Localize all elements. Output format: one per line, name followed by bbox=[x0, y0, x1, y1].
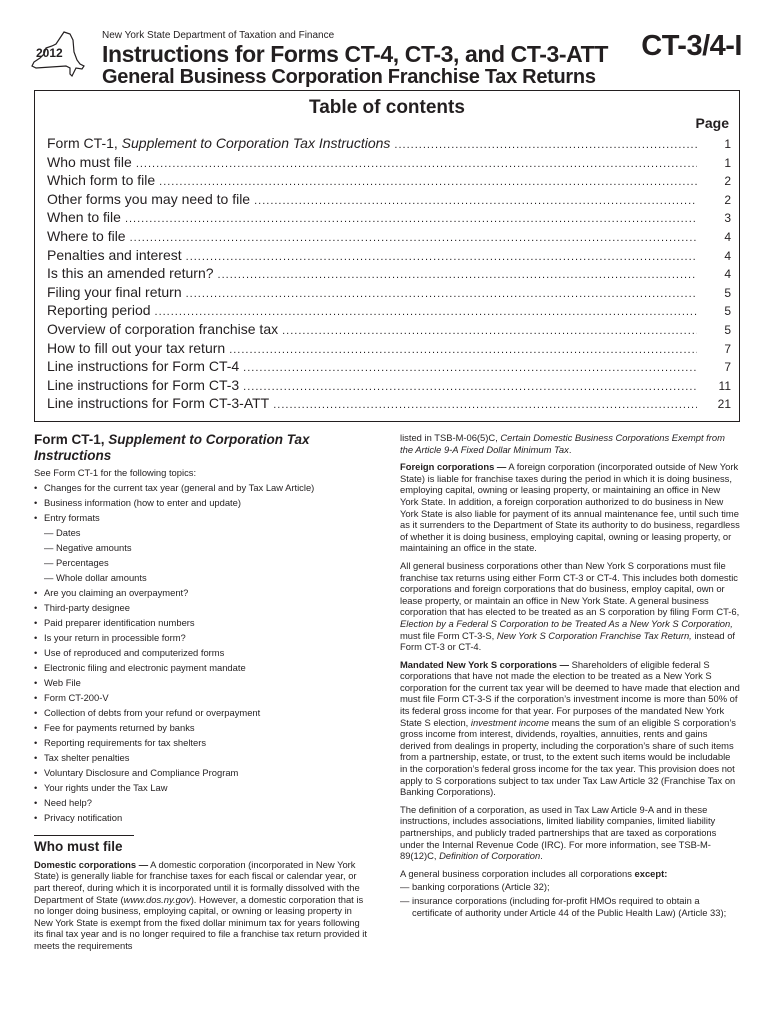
ct1-title-form: Form CT-1, bbox=[34, 432, 109, 447]
topic-item: • Fee for payments returned by banks bbox=[34, 722, 368, 734]
toc-leader-dots bbox=[273, 399, 697, 411]
toc-entry-label: Form CT-1, Supplement to Corporation Tax Instructions bbox=[47, 135, 391, 151]
domestic-corporations-paragraph: Domestic corporations — A domestic corporation (incorporated in New York State) is generally liable for franchise taxes for each fiscal or calendar year, or part thereof, during which it is incorporated until it is formally dissolved with the Department of State (www.dos.ny.gov). However, a domestic corporation that is no longer doing business, employing capital, or owning or leasing property in New York State is exempt from the fixed dollar minimum tax for years following its final tax year and is no longer required to file a franchise tax return provided it meets the requirements bbox=[34, 858, 367, 951]
toc-entry bbox=[47, 154, 731, 173]
toc-entry-label: Other forms you may need to file bbox=[47, 190, 251, 207]
toc-entry-page: 5 bbox=[724, 322, 731, 337]
exceptions-intro: A general business corporation includes all corporations except: bbox=[400, 867, 668, 879]
toc-entry bbox=[47, 247, 731, 266]
toc-entry bbox=[47, 172, 731, 191]
toc-entry bbox=[47, 358, 731, 377]
exception-item: — banking corporations (Article 32); bbox=[400, 881, 740, 893]
who-must-file-heading: Who must file bbox=[34, 835, 134, 853]
toc-entry-page: 4 bbox=[724, 248, 731, 263]
left-column bbox=[34, 432, 368, 952]
ct1-topic-list bbox=[34, 482, 368, 823]
toc-entry-page: 7 bbox=[724, 341, 731, 356]
topic-item: • Form CT-200-V bbox=[34, 692, 368, 704]
toc-entry-page: 11 bbox=[718, 378, 731, 393]
toc-leader-dots bbox=[254, 195, 697, 207]
toc-leader-dots bbox=[229, 344, 697, 356]
toc-entry-label: When to file bbox=[47, 209, 121, 226]
toc-entry-page: 2 bbox=[724, 174, 731, 189]
toc-entry bbox=[47, 135, 731, 154]
toc-entry bbox=[47, 228, 731, 247]
toc-entry-label: Line instructions for Form CT-3 bbox=[47, 376, 240, 393]
toc-leader-dots bbox=[125, 213, 697, 225]
document-title: Instructions for Forms CT-4, CT-3, and CT-3-ATT bbox=[102, 41, 608, 67]
general-business-paragraph: All general business corporations other than New York S corporations must file franchise tax returns using either Form CT-3 or CT-4. This includes both domestic corporations and foreign corporations that do business, employ capital, own or lease property, or maintain an office in New York State. A general business corporation that has elected to be treated as an S corporation by filing Form CT-6, Election by a Federal S Corporation to be Treated As a New York S Corporation, must file Form CT-3-S, New York S Corporation Franchise Tax Return, instead of Form CT-3 or CT-4. bbox=[400, 559, 740, 653]
domestic-lead: Domestic corporations — bbox=[34, 858, 149, 870]
toc-entry-page: 5 bbox=[724, 285, 731, 300]
toc-entry-page: 5 bbox=[724, 304, 731, 319]
agency-name: New York State Department of Taxation and Finance bbox=[102, 30, 335, 41]
topic-item: — Whole dollar amounts bbox=[44, 572, 368, 584]
toc-entry-page: 2 bbox=[724, 192, 731, 207]
tsb-reference-paragraph: listed in TSB-M-06(5)C, Certain Domestic Business Corporations Exempt from the Article 9-A Fixed Dollar Minimum Tax. bbox=[400, 432, 725, 455]
toc-leader-dots bbox=[186, 288, 697, 300]
corporation-definition-paragraph: The definition of a corporation, as used in Tax Law Article 9-A and in these instructions, includes associations, limited liability companies, limited liability partnerships, and publicly traded partnerships that are taxed as corporations under the Internal Revenue Code (IRC). For more information, see TSB-M-89(12)C, Definition of Corporation. bbox=[400, 803, 717, 862]
topic-item: • Business information (how to enter and update) bbox=[34, 497, 368, 509]
foreign-corporations-paragraph: Foreign corporations — A foreign corporation (incorporated outside of New York State) is liable for franchise taxes during the period in which it is doing business, employing capital, owning or leasing property, or maintaining an office in New York State. In addition, a foreign corporation authorized to do business in New York State is also liable for payment of its annual maintenance fee, until such time as it surrenders to the Department of State its authority to do business, regardless of whether it is doing business, employing capital, owning or leasing property, or maintaining an office in the state. bbox=[400, 461, 740, 554]
topic-item: • Web File bbox=[34, 677, 368, 689]
toc-entry bbox=[47, 265, 731, 284]
foreign-lead: Foreign corporations — bbox=[400, 461, 507, 473]
toc-page-heading: Page bbox=[695, 115, 729, 131]
topic-item: • Changes for the current tax year (general and by Tax Law Article) bbox=[34, 482, 368, 494]
toc-entry-label: How to fill out your tax return bbox=[47, 339, 226, 356]
toc-entry bbox=[47, 340, 731, 359]
exceptions-list bbox=[400, 881, 740, 918]
toc-entry-page: 3 bbox=[724, 211, 731, 226]
topic-item: • Reporting requirements for tax shelters bbox=[34, 737, 368, 749]
topic-item: • Third-party designee bbox=[34, 602, 368, 614]
ct1-title-supplement: Supplement to Corporation Tax Instructions bbox=[34, 432, 310, 463]
topic-item: — Dates bbox=[44, 527, 368, 539]
toc-entry bbox=[47, 377, 731, 396]
table-of-contents bbox=[34, 90, 740, 422]
right-column bbox=[400, 432, 740, 918]
toc-leader-dots bbox=[218, 269, 697, 281]
toc-entry-page: 21 bbox=[717, 397, 731, 412]
toc-entry-page: 4 bbox=[724, 229, 731, 244]
toc-entry-page: 1 bbox=[724, 137, 731, 151]
topic-item: • Privacy notification bbox=[34, 812, 368, 824]
topic-item: • Use of reproduced and computerized forms bbox=[34, 647, 368, 659]
toc-entry-label: Is this an amended return? bbox=[47, 265, 214, 282]
mandated-s-corporations-paragraph: Mandated New York S corporations — Shareholders of eligible federal S corporations that have not made the election to be treated as a New York S corporation for the current tax year will be deemed to have made that election and must file Form CT-3-S if the corporation’s investment income is more than 50% of its federal gross income for that year. For purposes of the mandated New York State S election, investment income means the sum of an eligible S corporation’s gross income from interest, dividends, royalties, annuities, rents and gains derived from dealings in property, including the corporation’s share of such items from a partnership, estate, or trust, to the extent such items would be includable in the corporation’s federal gross income for the tax year. This provision does not apply to S corporations subject to tax under Tax Law Article 32 (Franchise Tax on Banking Corporations). bbox=[400, 658, 740, 798]
toc-entry-page: 4 bbox=[724, 267, 731, 282]
toc-entry bbox=[47, 209, 731, 228]
tax-year: 2012 bbox=[36, 46, 63, 60]
toc-entry-label: Overview of corporation franchise tax bbox=[47, 320, 279, 337]
toc-entry-label: Line instructions for Form CT-4 bbox=[47, 358, 240, 375]
topic-item: • Paid preparer identification numbers bbox=[34, 617, 368, 629]
toc-leader-dots bbox=[159, 176, 697, 188]
toc-leader-dots bbox=[243, 362, 697, 374]
toc-entry bbox=[47, 302, 731, 321]
topic-item: — Negative amounts bbox=[44, 542, 368, 554]
toc-entry-label: Where to file bbox=[47, 227, 126, 244]
topic-item: • Electronic filing and electronic payment mandate bbox=[34, 662, 368, 674]
toc-leader-dots bbox=[136, 158, 697, 170]
toc-entry-label: Line instructions for Form CT-3-ATT bbox=[47, 395, 270, 412]
page-header bbox=[0, 0, 770, 92]
toc-entry bbox=[47, 284, 731, 303]
topic-item: • Collection of debts from your refund or overpayment bbox=[34, 707, 368, 719]
topic-item: — Percentages bbox=[44, 557, 368, 569]
ct1-section-title bbox=[34, 432, 368, 464]
toc-leader-dots bbox=[394, 139, 697, 151]
exception-item: — insurance corporations (including for-profit HMOs required to obtain a certificate of authority under Article 44 of the Public Health Law) (Article 33); bbox=[400, 895, 740, 918]
toc-leader-dots bbox=[282, 325, 697, 337]
document-subtitle: General Business Corporation Franchise Tax Returns bbox=[102, 66, 596, 88]
topic-item: • Is your return in processible form? bbox=[34, 632, 368, 644]
toc-entry-label: Penalties and interest bbox=[47, 246, 182, 263]
topic-item: • Voluntary Disclosure and Compliance Program bbox=[34, 767, 368, 779]
topic-item: • Entry formats bbox=[34, 512, 368, 524]
toc-title: Table of contents bbox=[309, 97, 465, 118]
topic-item: • Are you claiming an overpayment? bbox=[34, 587, 368, 599]
form-identifier: CT-3/4-I bbox=[641, 30, 742, 62]
toc-entry-page: 7 bbox=[724, 360, 731, 375]
toc-entry bbox=[47, 191, 731, 210]
toc-leader-dots bbox=[130, 232, 697, 244]
toc-leader-dots bbox=[243, 381, 697, 393]
toc-entry-label: Who must file bbox=[47, 153, 132, 170]
topic-item: • Your rights under the Tax Law bbox=[34, 782, 368, 794]
toc-entry-label: Filing your final return bbox=[47, 283, 182, 300]
toc-entry bbox=[47, 395, 731, 414]
topic-item: • Tax shelter penalties bbox=[34, 752, 368, 764]
toc-leader-dots bbox=[186, 251, 697, 263]
toc-entry-page: 1 bbox=[724, 155, 731, 170]
mandated-lead: Mandated New York S corporations — bbox=[400, 658, 569, 670]
toc-entry bbox=[47, 321, 731, 340]
toc-entry-label: Reporting period bbox=[47, 302, 151, 319]
ct1-intro: See Form CT-1 for the following topics: bbox=[34, 467, 197, 478]
toc-entry-label: Which form to file bbox=[47, 172, 156, 189]
toc-list bbox=[47, 135, 731, 414]
dos-website: www.dos.ny.gov bbox=[123, 893, 191, 905]
topic-item: • Need help? bbox=[34, 797, 368, 809]
toc-leader-dots bbox=[155, 306, 697, 318]
